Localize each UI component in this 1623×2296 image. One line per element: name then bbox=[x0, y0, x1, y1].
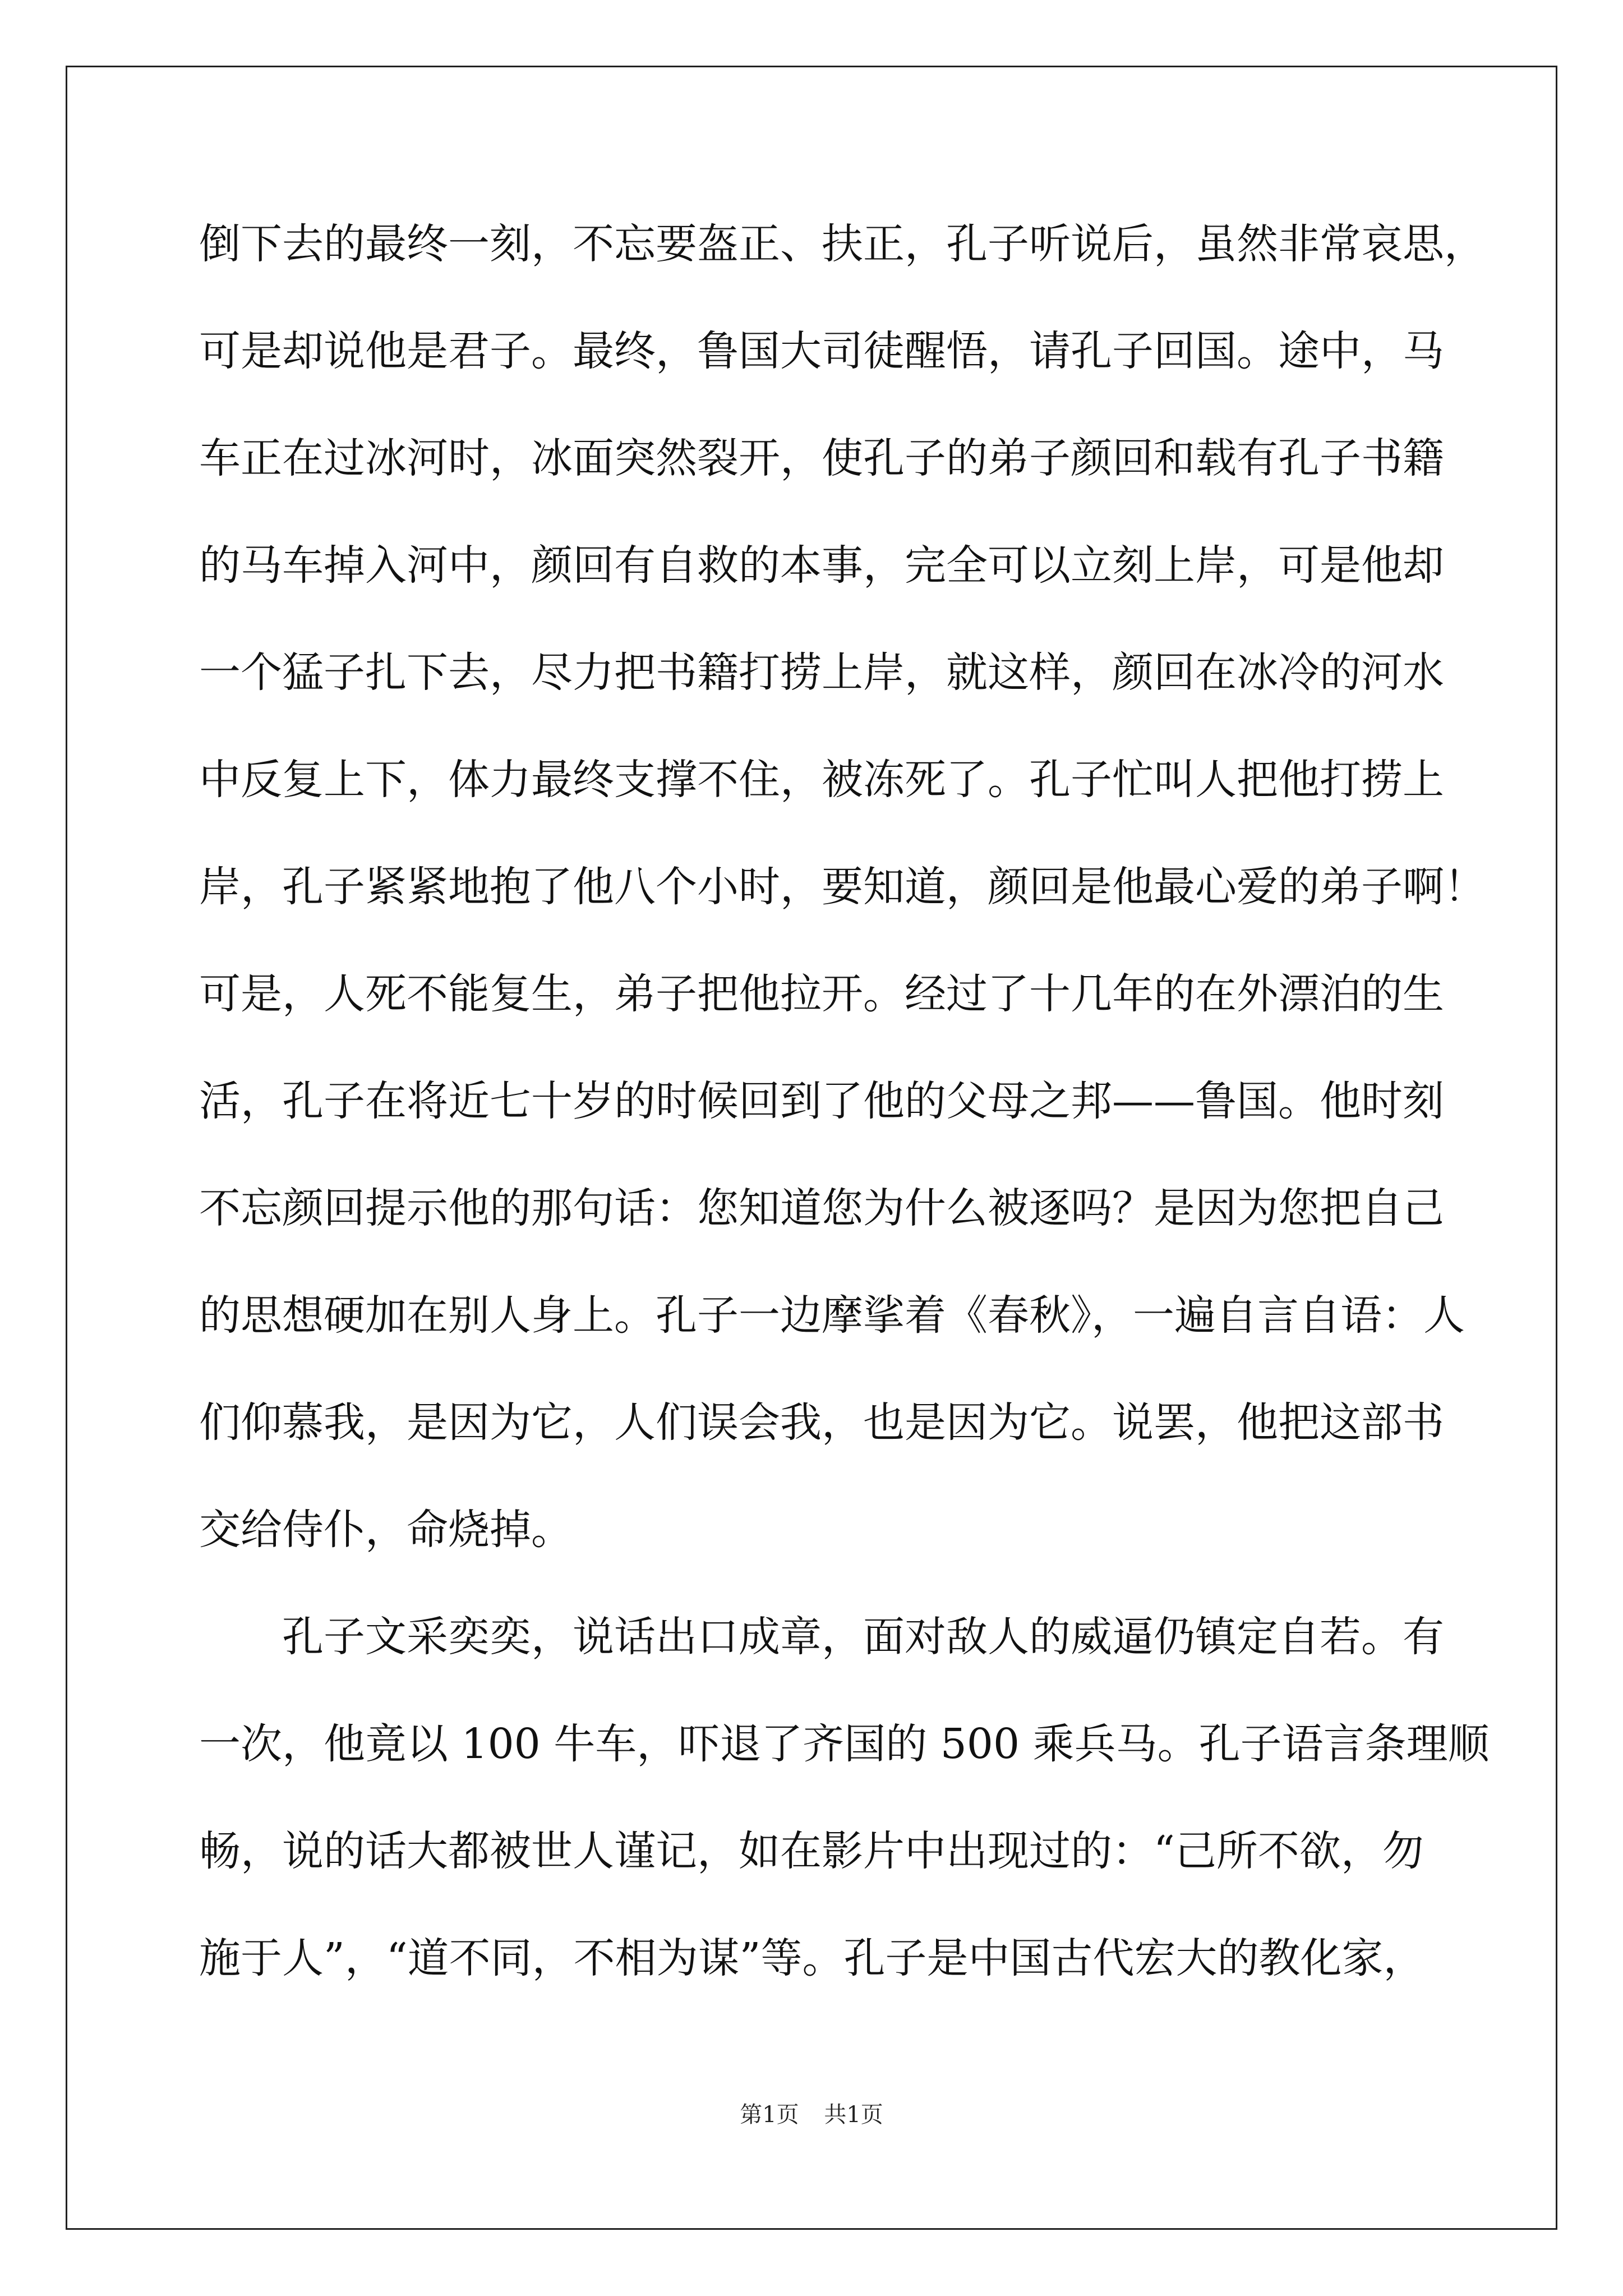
text-line: 不忘颜回提示他的那句话：您知道您为什么被逐吗？是因为您把自己 bbox=[199, 1184, 1444, 1232]
paragraph-2 bbox=[199, 1584, 1490, 2012]
text-line: 车正在过冰河时，冰面突然裂开，使孔子的弟子颜回和载有孔子书籍 bbox=[199, 434, 1444, 482]
text-line: 倒下去的最终一刻，不忘要盔正、扶正，孔子听说后，虽然非常哀思， bbox=[199, 220, 1486, 268]
text-line: 孔子文采奕奕，说话出口成章，面对敌人的威逼仍镇定自若。有 bbox=[282, 1613, 1444, 1661]
text-line: 可是却说他是君子。最终，鲁国大司徒醒悟，请孔子回国。途中，马 bbox=[199, 327, 1444, 375]
text-line: 中反复上下，体力最终支撑不住，被冻死了。孔子忙叫人把他打捞上 bbox=[199, 756, 1444, 804]
text-line: 交给侍仆，命烧掉。 bbox=[199, 1506, 573, 1554]
text-line: 一个猛子扎下去，尽力把书籍打捞上岸，就这样，颜回在冰冷的河水 bbox=[199, 648, 1444, 697]
page-footer bbox=[0, 2098, 1623, 2132]
text-line: 一次，他竟以 100 牛车，吓退了齐国的 500 乘兵马。孔子语言条理顺 bbox=[199, 1720, 1490, 1768]
text-line: 可是，人死不能复生，弟子把他拉开。经过了十几年的在外漂泊的生 bbox=[199, 970, 1444, 1018]
document-body bbox=[199, 191, 1490, 2012]
page-number: 第1页 bbox=[740, 2102, 799, 2128]
text-line: 的马车掉入河中，颜回有自救的本事，完全可以立刻上岸，可是他却 bbox=[199, 541, 1444, 590]
paragraph-1 bbox=[199, 191, 1486, 1584]
text-line: 施于人”，“道不同，不相为谋”等。孔子是中国古代宏大的教化家， bbox=[199, 1934, 1425, 1982]
text-line: 们仰慕我，是因为它，人们误会我，也是因为它。说罢，他把这部书 bbox=[199, 1398, 1444, 1447]
page-total: 共1页 bbox=[824, 2102, 883, 2128]
text-line: 畅，说的话大都被世人谨记，如在影片中出现过的：“己所不欲，勿 bbox=[199, 1827, 1424, 1875]
text-line: 活，孔子在将近七十岁的时候回到了他的父母之邦——鲁国。他时刻 bbox=[199, 1077, 1444, 1125]
text-line: 的思想硬加在别人身上。孔子一边摩挲着《春秋》，一遍自言自语：人 bbox=[199, 1291, 1465, 1340]
text-line: 岸，孔子紧紧地抱了他八个小时，要知道，颜回是他最心爱的弟子啊！ bbox=[199, 863, 1486, 911]
